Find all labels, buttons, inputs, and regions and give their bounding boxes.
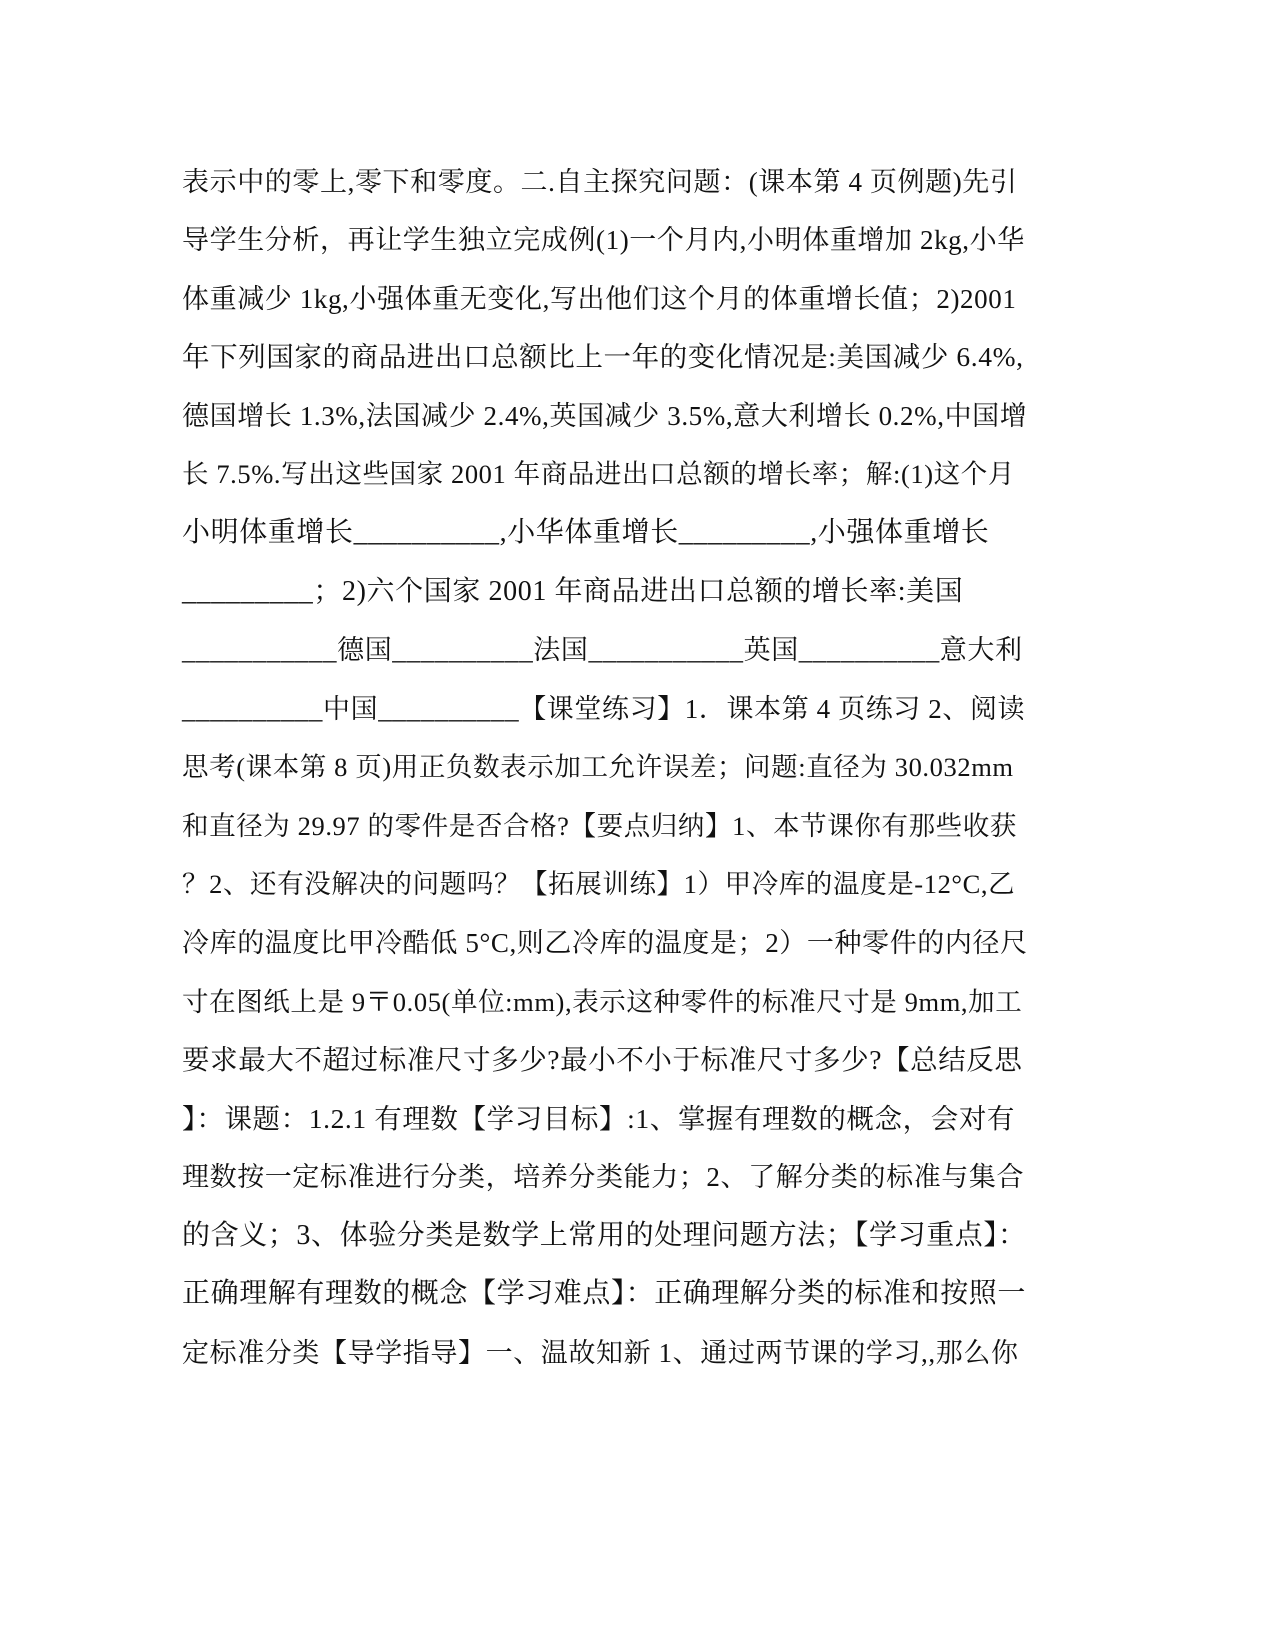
text-line: __________中国__________【课堂练习】1．课本第 4 页练习 2、阅读 [182,694,1026,724]
text-line: 小明体重增长__________,小华体重增长_________,小强体重增长 [182,517,990,548]
text-line: 定标准分类【导学指导】一、温故知新 1、通过两节课的学习,,那么你 [182,1338,1019,1368]
text-line: 表示中的零上,零下和零度。二.自主探究问题：(课本第 4 页例题)先引 [182,167,1018,197]
text-line: 】：课题：1.2.1 有理数【学习目标】:1、掌握有理数的概念，会对有 [182,1103,1016,1134]
text-line: 的含义；3、体验分类是数学上常用的处理问题方法；【学习重点】： [182,1220,1027,1251]
text-line: 德国增长 1.3%,法国减少 2.4%,英国减少 3.5%,意大利增长 0.2%,中国增 [182,401,1028,431]
text-line: 思考(课本第 8 页)用正负数表示加工允许误差；问题:直径为 30.032mm [182,752,1014,782]
text-line: ___________德国__________法国___________英国__________意大利 [182,635,1023,665]
text-line: 年下列国家的商品进出口总额比上一年的变化情况是:美国减少 6.4%, [182,341,1024,372]
text-line: 长 7.5%.写出这些国家 2001 年商品进出口总额的增长率；解:(1)这个月 [182,459,1015,489]
text-line: 理数按一定标准进行分类，培养分类能力；2、了解分类的标准与集合 [182,1162,1025,1192]
text-line: 寸在图纸上是 9〒0.05(单位:mm),表示这种零件的标准尺寸是 9mm,加工 [182,987,1023,1017]
text-line: 体重减少 1kg,小强体重无变化,写出他们这个月的体重增长值；2)2001 [182,284,1017,314]
text-line: 和直径为 29.97 的零件是否合格?【要点归纳】1、本节课你有那些收获 [182,811,1017,841]
text-line: 冷库的温度比甲冷酷低 5°C,则乙冷库的温度是；2）一种零件的内径尺 [182,928,1028,958]
text-line: 要求最大不超过标准尺寸多少?最小不小于标准尺寸多少?【总结反思 [182,1044,1023,1075]
text-line: 正确理解有理数的概念【学习难点】：正确理解分类的标准和按照一 [182,1278,1027,1309]
text-line: _________；2)六个国家 2001 年商品进出口总额的增长率:美国 [182,576,964,607]
text-line: ？2、还有没解决的问题吗？【拓展训练】1）甲冷库的温度是-12°C,乙 [182,869,1016,899]
text-line: 导学生分析，再让学生独立完成例(1)一个月内,小明体重增加 2kg,小华 [182,225,1025,255]
